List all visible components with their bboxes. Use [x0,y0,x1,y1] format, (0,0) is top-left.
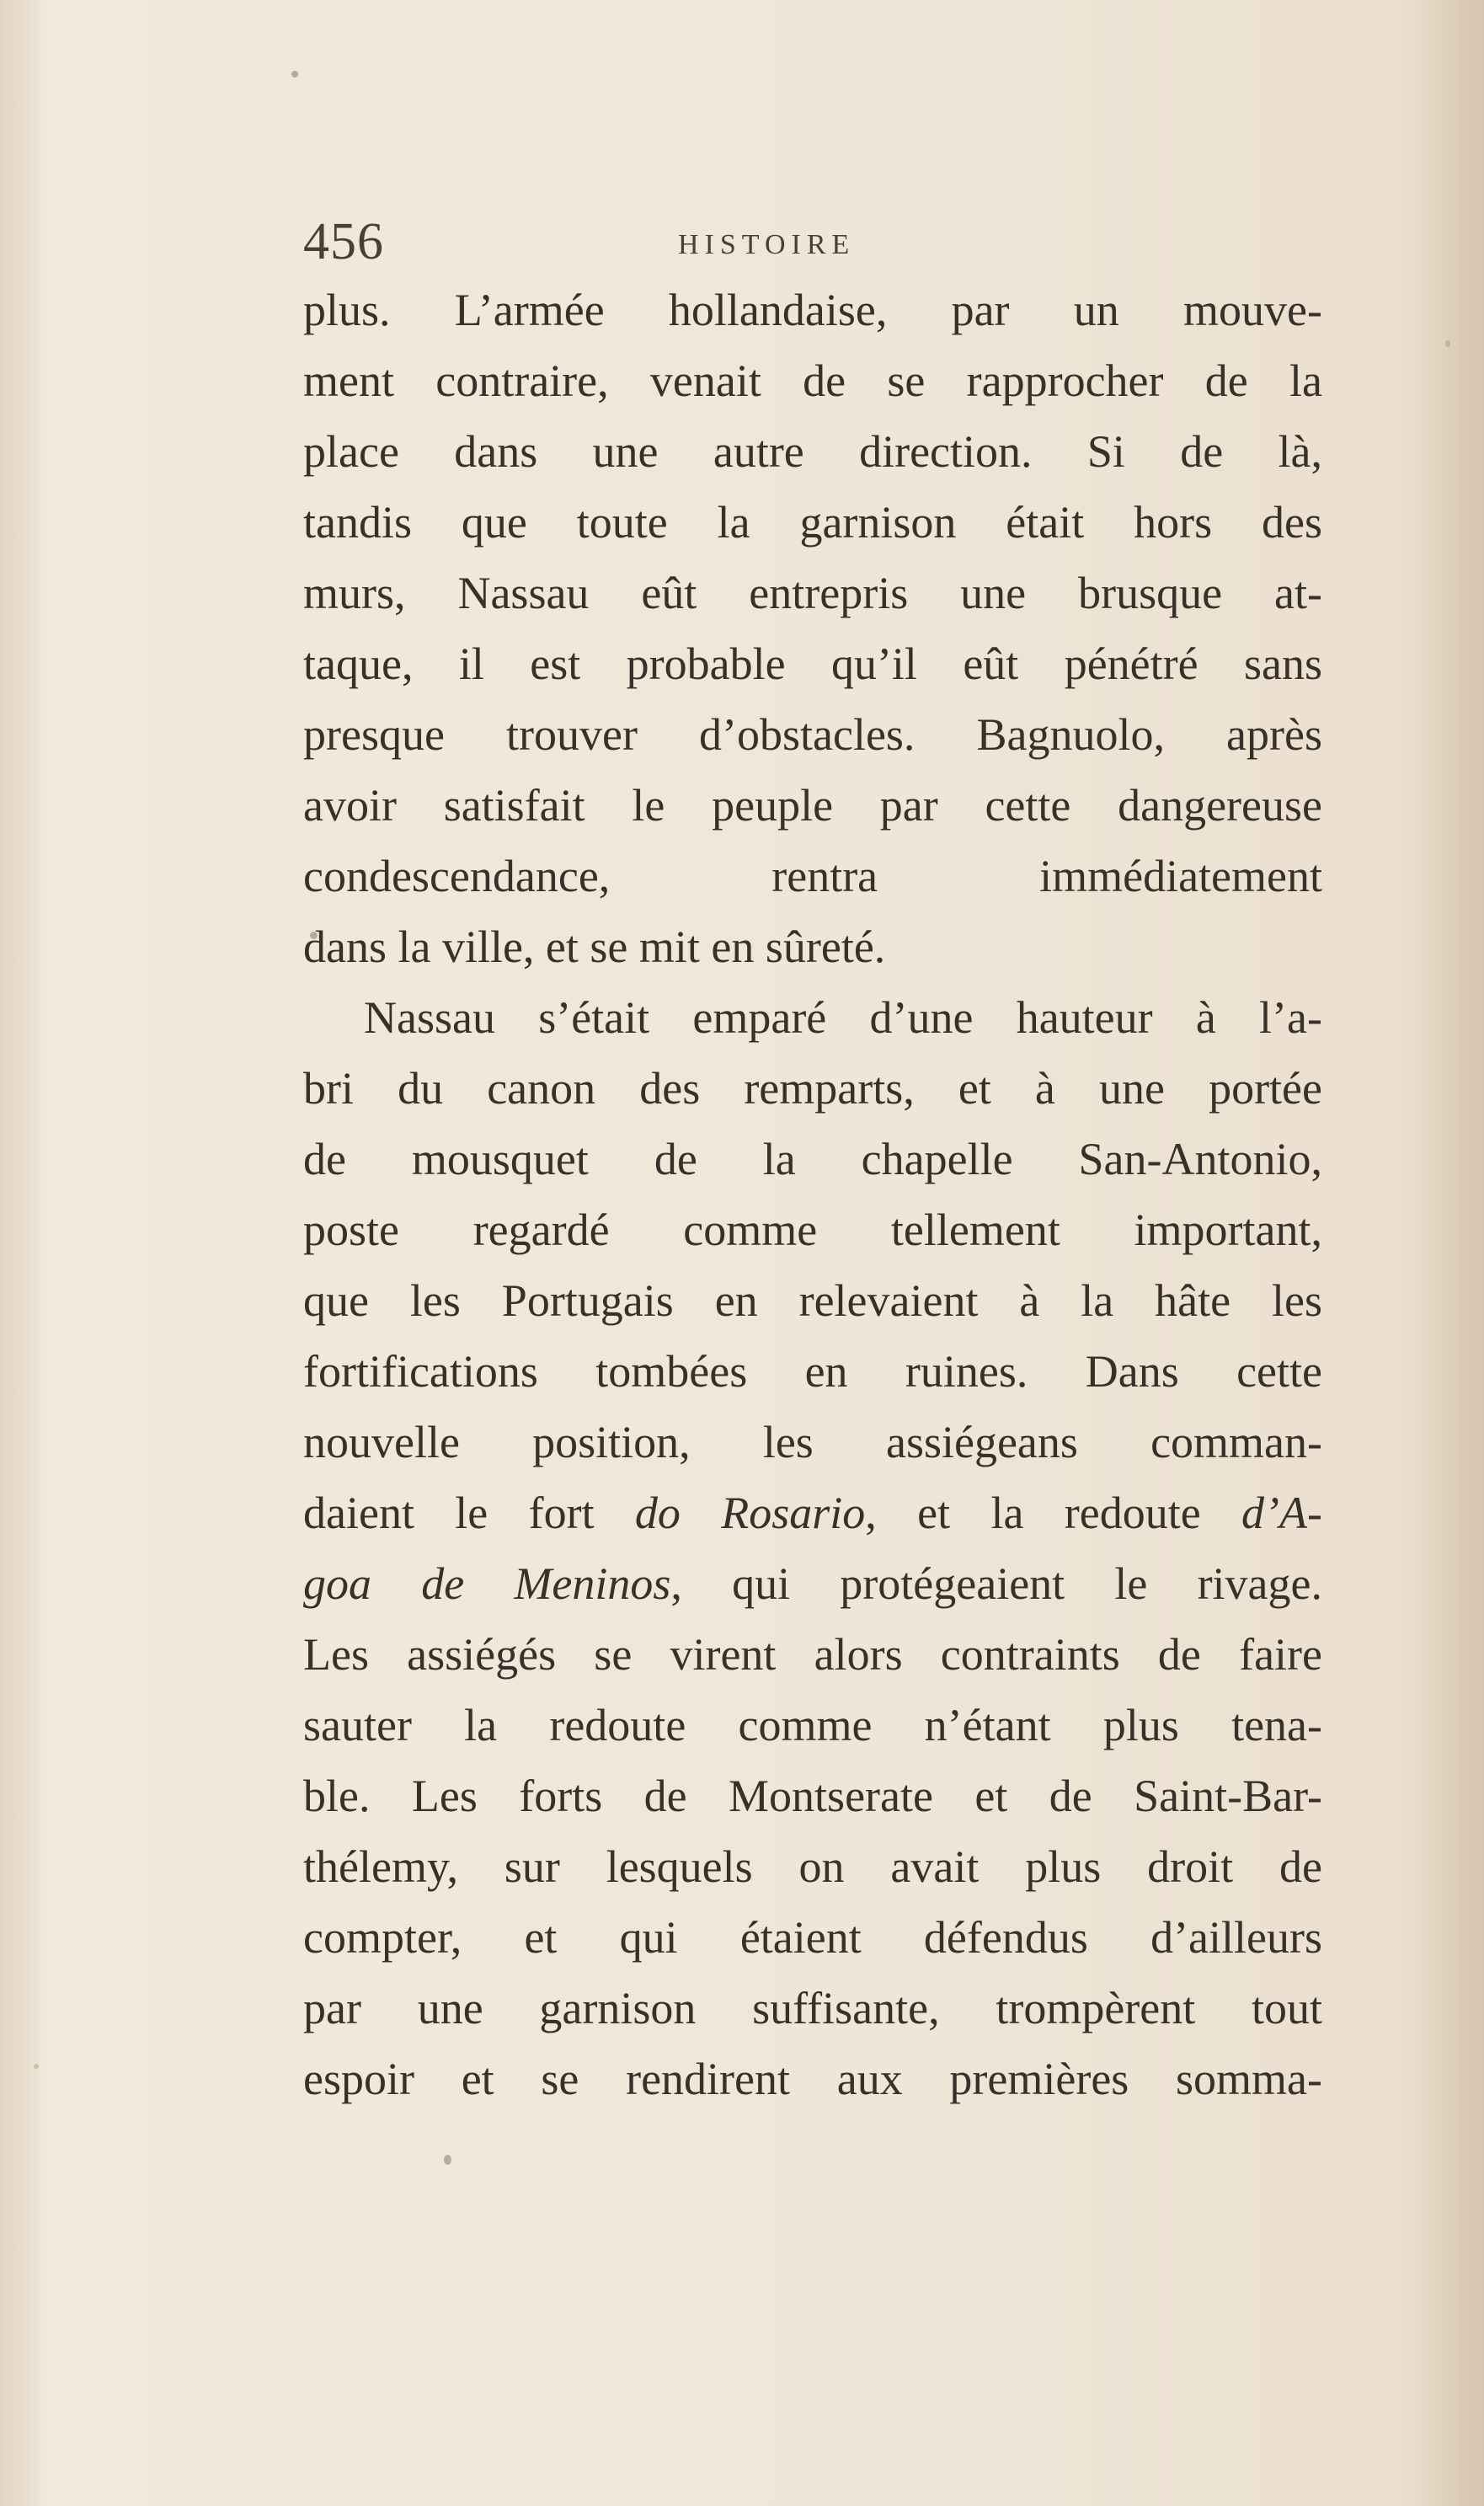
text-line: bri du canon des remparts, et à une portée [303,1063,1322,1114]
text-line [303,1477,1322,1548]
text-line: Les assiégés se virent alors contraints de faire [303,1629,1322,1680]
paper-speck [291,71,298,77]
text-line: compter, et qui étaient défendus d’ailleurs [303,1912,1322,1963]
text-line: poste regardé comme tellement important, [303,1205,1322,1255]
text-line: ment contraire, venait de se rapprocher de la [303,355,1322,406]
page-number: 456 [303,213,384,270]
text-line: place dans une autre direction. Si de là, [303,426,1322,477]
text-run: , qui protégeaient le rivage. [670,1558,1322,1609]
text-line: thélemy, sur lesquels on avait plus droit de [303,1841,1322,1892]
text-line: presque trouver d’obstacles. Bagnuolo, après [303,709,1322,760]
text-line: sauter la redoute comme n’étant plus tena- [303,1700,1322,1750]
paper-speck [444,2155,451,2165]
running-title: HISTOIRE [678,229,856,260]
text-line: fortifications tombées en ruines. Dans cette [303,1346,1322,1397]
text-line: par une garnison suffisante, trompèrent tout [303,1983,1322,2033]
paragraph-start-line: Nassau s’était emparé d’une hauteur à l’a- [364,992,1322,1043]
text-line: taque, il est probable qu’il eût pénétré sans [303,639,1322,689]
text-line: tandis que toute la garnison était hors des [303,497,1322,548]
text-line: de mousquet de la chapelle San-Antonio, [303,1134,1322,1184]
paper-speck [34,2064,39,2069]
text-line: nouvelle position, les assiégeans comman- [303,1417,1322,1467]
italic-place-name: d’A- [1241,1488,1322,1538]
running-head [303,212,1322,280]
text-line: espoir et se rendirent aux premières somma- [303,2054,1322,2104]
italic-place-name: goa de Meninos [303,1558,671,1609]
text-line: murs, Nassau eût entrepris une brusque at- [303,568,1322,618]
text-line [303,1548,1322,1619]
paper-speck [1445,340,1450,347]
italic-place-name: do Rosario [634,1488,866,1538]
paragraph-end-line: dans la ville, et se mit en sûreté. [303,922,886,972]
text-run: , et la redoute [865,1488,1242,1538]
text-line: avoir satisfait le peuple par cette dangereuse [303,780,1322,831]
text-line: plus. L’armée hollandaise, par un mouve- [303,285,1322,335]
text-run: daient le fort [303,1488,635,1538]
text-line: ble. Les forts de Montserate et de Saint-Bar- [303,1771,1322,1821]
body-text [303,275,1322,2114]
text-line: que les Portugais en relevaient à la hâte les [303,1275,1322,1326]
text-line: condescendance, rentra immédiatement [303,851,1322,901]
